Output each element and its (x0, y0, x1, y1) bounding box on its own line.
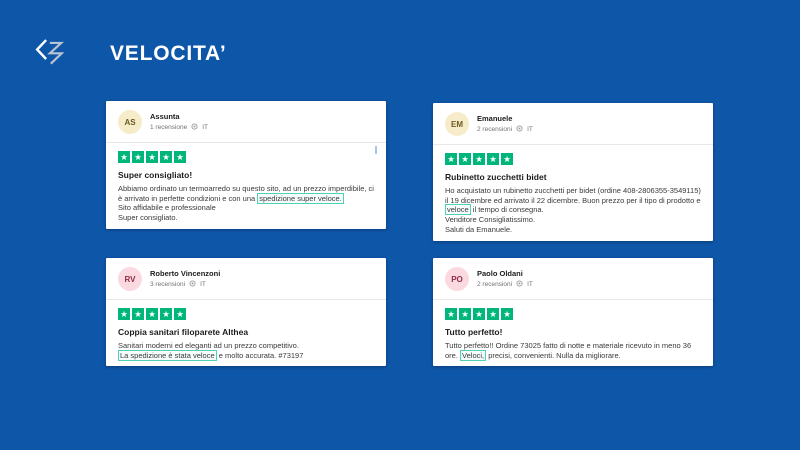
reviewer-name: Roberto Vincenzoni (150, 268, 221, 278)
star-icon: ★ (118, 308, 130, 320)
reviewer-country: IT (200, 281, 206, 289)
avatar: AS (118, 110, 142, 134)
review-header (106, 108, 386, 143)
reviewer-info (477, 114, 533, 135)
review-header (106, 265, 386, 300)
company-logo (31, 33, 65, 67)
reviewer-country: IT (527, 281, 533, 289)
star-icon: ★ (473, 308, 485, 320)
body-text: Abbiamo ordinato un termoarredo su questo sito, ad un prezzo imperdibile, ci è arrivato in perfette condizioni e con una (118, 184, 374, 203)
highlighted-phrase: La spedizione è stata veloce (120, 350, 215, 360)
star-rating (118, 308, 374, 320)
location-pin-icon (516, 280, 523, 289)
reviewer-info (477, 269, 533, 290)
reviewer-info (150, 269, 220, 290)
review-count: 3 recensioni (150, 281, 186, 289)
star-icon: ★ (132, 308, 144, 320)
review-title: Coppia sanitari filoparete Althea (118, 327, 249, 337)
body-text: il tempo di consegna. (470, 205, 544, 215)
star-icon: ★ (160, 308, 172, 320)
body-text: Super consigliato. (118, 213, 178, 223)
reviewer-meta (150, 123, 208, 132)
star-icon: ★ (146, 308, 158, 320)
star-rating (445, 153, 701, 165)
review-body (118, 341, 374, 360)
slide-title: VELOCITA’ (110, 42, 227, 66)
reviewer-meta (477, 125, 533, 134)
review-header (433, 265, 713, 300)
review-title: Rubinetto zucchetti bidet (445, 172, 547, 182)
reviewer-meta (477, 280, 533, 289)
highlighted-phrase: Veloci, (462, 350, 485, 360)
star-rating (118, 151, 374, 163)
reviewer-info (150, 112, 208, 133)
star-icon: ★ (473, 153, 485, 165)
review-card (433, 258, 713, 366)
review-header (433, 110, 713, 145)
star-icon: ★ (487, 153, 499, 165)
reviewer-country: IT (527, 126, 533, 134)
reviewer-name: Emanuele (477, 113, 513, 123)
star-icon: ★ (445, 308, 457, 320)
star-icon: ★ (132, 151, 144, 163)
review-count: 2 recensioni (477, 126, 513, 134)
review-count: 1 recensione (150, 124, 188, 132)
review-card (433, 103, 713, 241)
body-text: precisi, convenienti. Nulla da migliorare. (486, 350, 621, 360)
review-card (106, 101, 386, 229)
angular-s-logo-icon (31, 33, 65, 67)
review-card (106, 258, 386, 366)
body-text: Sito affidabile e professionale (118, 203, 216, 213)
review-body (445, 186, 701, 235)
star-icon: ★ (174, 308, 186, 320)
star-icon: ★ (501, 153, 513, 165)
body-text: Sanitari moderni ed eleganti ad un prezzo competitivo. (118, 341, 299, 350)
highlighted-phrase: veloce (447, 205, 469, 215)
star-rating (445, 308, 701, 320)
star-icon: ★ (160, 151, 172, 163)
avatar: RV (118, 267, 142, 291)
location-pin-icon (191, 123, 198, 132)
body-text: Ho acquistato un rubinetto zucchetti per bidet (ordine 408-2806355-3549115) il 19 dicembre ed arrivato il 22 dicembre. Buon prezzo per il tipo di prodotto e (445, 186, 701, 205)
text-caret-mark (375, 146, 377, 154)
avatar: EM (445, 112, 469, 136)
avatar: PO (445, 267, 469, 291)
highlighted-phrase: spedizione super veloce. (259, 193, 342, 203)
star-icon: ★ (459, 153, 471, 165)
reviewer-meta (150, 280, 220, 289)
body-text: Saluti da Emanuele. (445, 224, 513, 234)
star-icon: ★ (445, 153, 457, 165)
body-text: Tutto perfetto!! Ordine 73025 fatto di notte e materiale ricevuto in meno 36 ore. (445, 341, 692, 360)
location-pin-icon (516, 125, 523, 134)
reviewer-country: IT (202, 124, 209, 132)
star-icon: ★ (146, 151, 158, 163)
body-text: Venditore Consigliatissimo. (445, 215, 536, 225)
star-icon: ★ (487, 308, 499, 320)
star-icon: ★ (501, 308, 513, 320)
star-icon: ★ (174, 151, 186, 163)
review-count: 2 recensioni (477, 281, 513, 289)
review-title: Tutto perfetto! (445, 327, 503, 337)
star-icon: ★ (118, 151, 130, 163)
review-title: Super consigliato! (118, 170, 193, 180)
reviewer-name: Paolo Oldani (477, 268, 523, 278)
reviewer-name: Assunta (150, 111, 180, 121)
body-text: e molto accurata. #73197 (216, 350, 304, 360)
star-icon: ★ (459, 308, 471, 320)
review-body (118, 184, 374, 223)
review-body (445, 341, 701, 360)
location-pin-icon (189, 280, 196, 289)
